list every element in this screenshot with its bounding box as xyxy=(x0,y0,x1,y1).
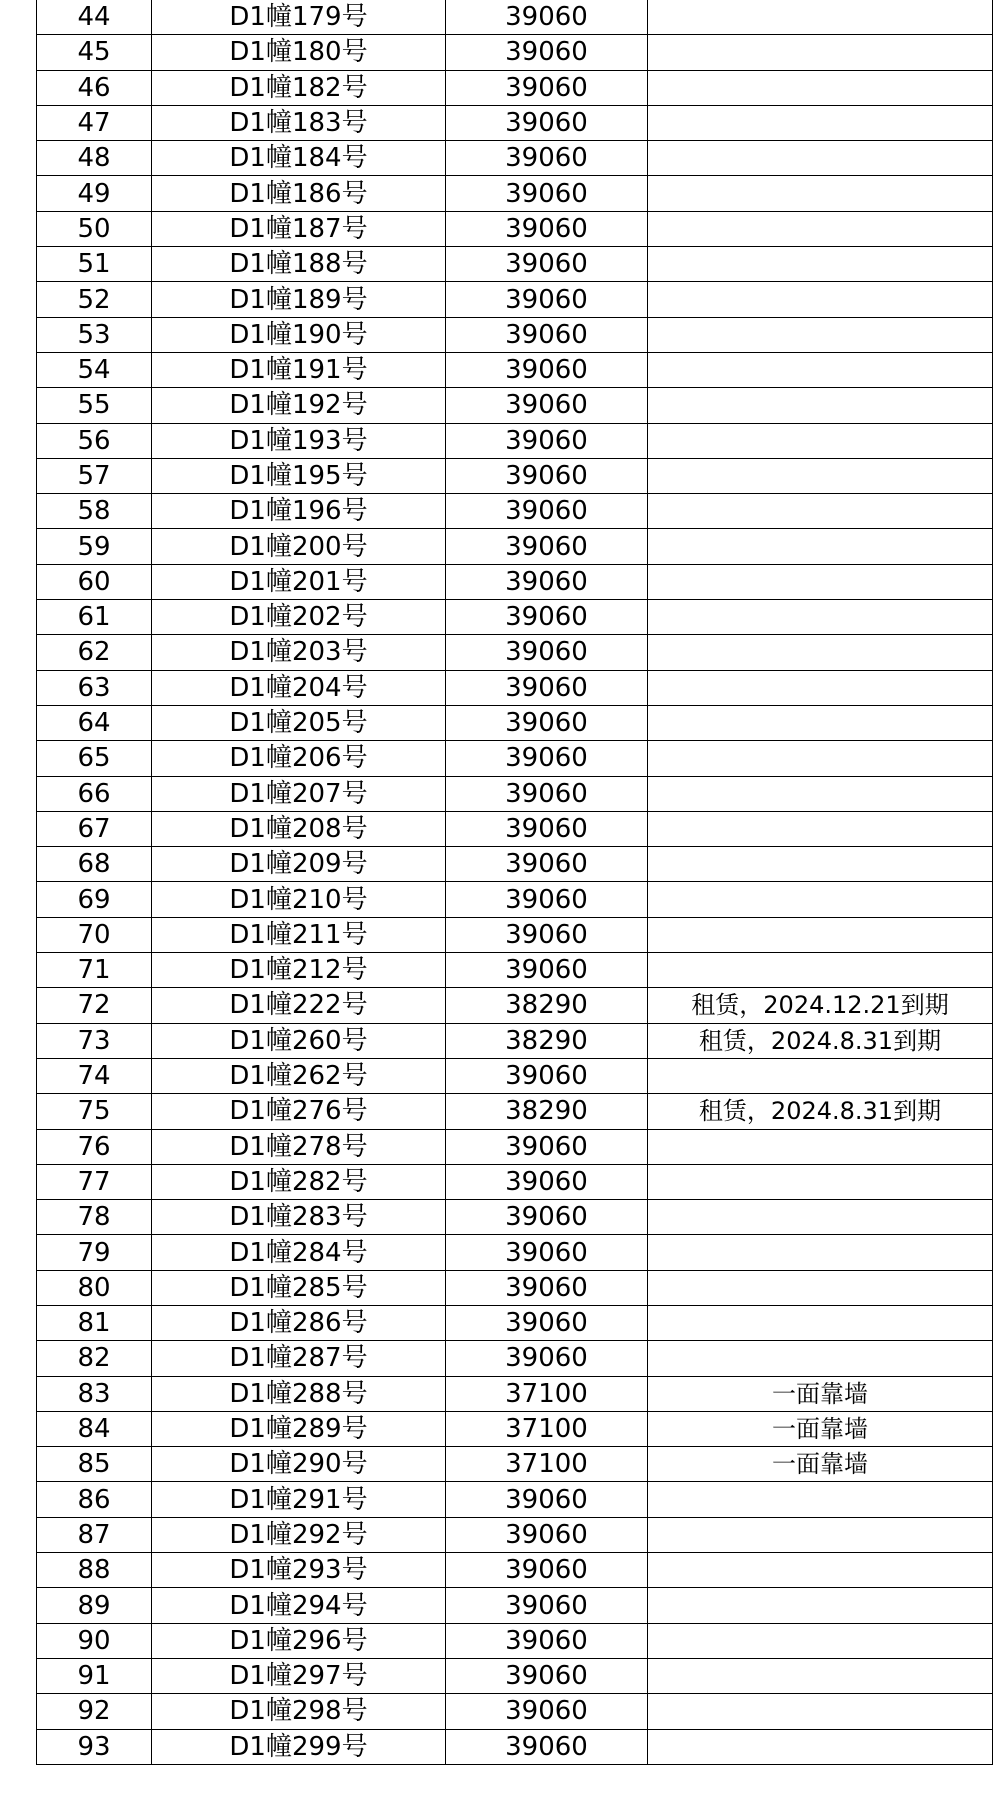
table-row xyxy=(37,105,993,140)
price-cell: 38290 xyxy=(446,988,648,1023)
row-number-cell: 81 xyxy=(37,1305,152,1340)
row-number-cell: 91 xyxy=(37,1658,152,1693)
row-number-cell: 83 xyxy=(37,1376,152,1411)
row-number-cell: 47 xyxy=(37,105,152,140)
price-cell: 39060 xyxy=(446,1341,648,1376)
table-row xyxy=(37,1411,993,1446)
remark-cell xyxy=(648,953,993,988)
remark-cell xyxy=(648,35,993,70)
table-row xyxy=(37,0,993,35)
row-number-cell: 80 xyxy=(37,1270,152,1305)
unit-name-cell: D1幢206号 xyxy=(152,741,446,776)
remark-cell xyxy=(648,1588,993,1623)
row-number-cell: 46 xyxy=(37,70,152,105)
table-body xyxy=(37,0,993,1764)
row-number-cell: 76 xyxy=(37,1129,152,1164)
row-number-cell: 75 xyxy=(37,1094,152,1129)
unit-name-cell: D1幢294号 xyxy=(152,1588,446,1623)
remark-cell xyxy=(648,317,993,352)
unit-name-cell: D1幢183号 xyxy=(152,105,446,140)
remark-cell xyxy=(648,529,993,564)
unit-name-cell: D1幢210号 xyxy=(152,882,446,917)
remark-cell xyxy=(648,705,993,740)
remark-cell xyxy=(648,247,993,282)
unit-name-cell: D1幢296号 xyxy=(152,1623,446,1658)
remark-cell xyxy=(648,458,993,493)
remark-cell xyxy=(648,1270,993,1305)
price-cell: 39060 xyxy=(446,705,648,740)
unit-name-cell: D1幢204号 xyxy=(152,670,446,705)
row-number-cell: 84 xyxy=(37,1411,152,1446)
row-number-cell: 55 xyxy=(37,388,152,423)
unit-name-cell: D1幢186号 xyxy=(152,176,446,211)
price-cell: 39060 xyxy=(446,1588,648,1623)
remark-cell xyxy=(648,1553,993,1588)
row-number-cell: 69 xyxy=(37,882,152,917)
table-row xyxy=(37,988,993,1023)
remark-cell xyxy=(648,776,993,811)
remark-cell xyxy=(648,105,993,140)
remark-cell xyxy=(648,211,993,246)
table-row xyxy=(37,1553,993,1588)
remark-cell xyxy=(648,1200,993,1235)
table-row xyxy=(37,458,993,493)
remark-cell xyxy=(648,564,993,599)
unit-name-cell: D1幢192号 xyxy=(152,388,446,423)
row-number-cell: 48 xyxy=(37,141,152,176)
table-row xyxy=(37,1694,993,1729)
row-number-cell: 49 xyxy=(37,176,152,211)
table-row xyxy=(37,1129,993,1164)
unit-name-cell: D1幢188号 xyxy=(152,247,446,282)
row-number-cell: 44 xyxy=(37,0,152,35)
unit-name-cell: D1幢298号 xyxy=(152,1694,446,1729)
table-row xyxy=(37,317,993,352)
price-cell: 39060 xyxy=(446,1058,648,1093)
remark-cell xyxy=(648,141,993,176)
remark-cell xyxy=(648,282,993,317)
remark-cell xyxy=(648,741,993,776)
unit-name-cell: D1幢202号 xyxy=(152,600,446,635)
row-number-cell: 88 xyxy=(37,1553,152,1588)
table-row xyxy=(37,1058,993,1093)
price-cell: 39060 xyxy=(446,600,648,635)
row-number-cell: 67 xyxy=(37,811,152,846)
unit-name-cell: D1幢191号 xyxy=(152,352,446,387)
price-cell: 39060 xyxy=(446,1658,648,1693)
table-row xyxy=(37,1447,993,1482)
unit-name-cell: D1幢180号 xyxy=(152,35,446,70)
remark-cell xyxy=(648,670,993,705)
price-cell: 39060 xyxy=(446,635,648,670)
row-number-cell: 79 xyxy=(37,1235,152,1270)
row-number-cell: 77 xyxy=(37,1164,152,1199)
unit-name-cell: D1幢292号 xyxy=(152,1517,446,1552)
price-cell: 39060 xyxy=(446,458,648,493)
row-number-cell: 73 xyxy=(37,1023,152,1058)
unit-name-cell: D1幢205号 xyxy=(152,705,446,740)
table-row xyxy=(37,1270,993,1305)
remark-cell xyxy=(648,1235,993,1270)
table-row xyxy=(37,635,993,670)
table-row xyxy=(37,564,993,599)
unit-name-cell: D1幢208号 xyxy=(152,811,446,846)
price-cell: 39060 xyxy=(446,1623,648,1658)
unit-name-cell: D1幢282号 xyxy=(152,1164,446,1199)
table-row xyxy=(37,1729,993,1764)
unit-name-cell: D1幢285号 xyxy=(152,1270,446,1305)
table-row xyxy=(37,600,993,635)
table-row xyxy=(37,1200,993,1235)
unit-name-cell: D1幢190号 xyxy=(152,317,446,352)
remark-cell xyxy=(648,0,993,35)
table-row xyxy=(37,1588,993,1623)
row-number-cell: 60 xyxy=(37,564,152,599)
price-cell: 39060 xyxy=(446,423,648,458)
unit-name-cell: D1幢289号 xyxy=(152,1411,446,1446)
remark-cell xyxy=(648,1129,993,1164)
price-cell: 39060 xyxy=(446,388,648,423)
remark-cell xyxy=(648,1341,993,1376)
table-row xyxy=(37,388,993,423)
table-row xyxy=(37,670,993,705)
remark-cell: 租赁，2024.8.31到期 xyxy=(648,1023,993,1058)
price-cell: 39060 xyxy=(446,1305,648,1340)
unit-name-cell: D1幢201号 xyxy=(152,564,446,599)
table-row xyxy=(37,282,993,317)
remark-cell xyxy=(648,176,993,211)
row-number-cell: 74 xyxy=(37,1058,152,1093)
price-cell: 39060 xyxy=(446,670,648,705)
unit-name-cell: D1幢207号 xyxy=(152,776,446,811)
price-cell: 39060 xyxy=(446,917,648,952)
row-number-cell: 90 xyxy=(37,1623,152,1658)
unit-name-cell: D1幢211号 xyxy=(152,917,446,952)
unit-name-cell: D1幢187号 xyxy=(152,211,446,246)
unit-name-cell: D1幢290号 xyxy=(152,1447,446,1482)
table-row xyxy=(37,35,993,70)
row-number-cell: 65 xyxy=(37,741,152,776)
unit-name-cell: D1幢299号 xyxy=(152,1729,446,1764)
remark-cell xyxy=(648,811,993,846)
remark-cell: 一面靠墙 xyxy=(648,1376,993,1411)
row-number-cell: 86 xyxy=(37,1482,152,1517)
table-row xyxy=(37,882,993,917)
remark-cell xyxy=(648,423,993,458)
remark-cell xyxy=(648,1164,993,1199)
row-number-cell: 61 xyxy=(37,600,152,635)
price-cell: 39060 xyxy=(446,1517,648,1552)
remark-cell xyxy=(648,1058,993,1093)
price-cell: 39060 xyxy=(446,847,648,882)
table-row xyxy=(37,1482,993,1517)
price-cell: 39060 xyxy=(446,1694,648,1729)
price-cell: 38290 xyxy=(446,1094,648,1129)
price-cell: 39060 xyxy=(446,176,648,211)
unit-name-cell: D1幢288号 xyxy=(152,1376,446,1411)
row-number-cell: 53 xyxy=(37,317,152,352)
table-row xyxy=(37,1305,993,1340)
unit-name-cell: D1幢262号 xyxy=(152,1058,446,1093)
remark-cell xyxy=(648,352,993,387)
price-cell: 38290 xyxy=(446,1023,648,1058)
unit-name-cell: D1幢293号 xyxy=(152,1553,446,1588)
table-row xyxy=(37,776,993,811)
row-number-cell: 78 xyxy=(37,1200,152,1235)
price-cell: 39060 xyxy=(446,105,648,140)
price-cell: 37100 xyxy=(446,1411,648,1446)
price-cell: 39060 xyxy=(446,352,648,387)
row-number-cell: 68 xyxy=(37,847,152,882)
row-number-cell: 62 xyxy=(37,635,152,670)
price-cell: 39060 xyxy=(446,282,648,317)
unit-name-cell: D1幢278号 xyxy=(152,1129,446,1164)
price-cell: 37100 xyxy=(446,1447,648,1482)
table-row xyxy=(37,1658,993,1693)
row-number-cell: 51 xyxy=(37,247,152,282)
row-number-cell: 72 xyxy=(37,988,152,1023)
price-cell: 39060 xyxy=(446,317,648,352)
remark-cell xyxy=(648,635,993,670)
unit-name-cell: D1幢283号 xyxy=(152,1200,446,1235)
price-cell: 39060 xyxy=(446,35,648,70)
price-cell: 39060 xyxy=(446,1729,648,1764)
remark-cell: 租赁，2024.8.31到期 xyxy=(648,1094,993,1129)
row-number-cell: 82 xyxy=(37,1341,152,1376)
remark-cell xyxy=(648,70,993,105)
row-number-cell: 70 xyxy=(37,917,152,952)
price-cell: 39060 xyxy=(446,882,648,917)
unit-name-cell: D1幢200号 xyxy=(152,529,446,564)
price-cell: 39060 xyxy=(446,211,648,246)
row-number-cell: 85 xyxy=(37,1447,152,1482)
row-number-cell: 50 xyxy=(37,211,152,246)
unit-name-cell: D1幢179号 xyxy=(152,0,446,35)
price-cell: 39060 xyxy=(446,1200,648,1235)
row-number-cell: 57 xyxy=(37,458,152,493)
remark-cell: 一面靠墙 xyxy=(648,1447,993,1482)
table-row xyxy=(37,917,993,952)
price-cell: 39060 xyxy=(446,70,648,105)
unit-name-cell: D1幢196号 xyxy=(152,494,446,529)
table-row xyxy=(37,811,993,846)
price-cell: 39060 xyxy=(446,141,648,176)
unit-name-cell: D1幢286号 xyxy=(152,1305,446,1340)
price-cell: 39060 xyxy=(446,1129,648,1164)
remark-cell xyxy=(648,1694,993,1729)
unit-name-cell: D1幢276号 xyxy=(152,1094,446,1129)
row-number-cell: 92 xyxy=(37,1694,152,1729)
unit-name-cell: D1幢203号 xyxy=(152,635,446,670)
table-row xyxy=(37,1341,993,1376)
remark-cell xyxy=(648,494,993,529)
remark-cell: 租赁，2024.12.21到期 xyxy=(648,988,993,1023)
unit-name-cell: D1幢287号 xyxy=(152,1341,446,1376)
remark-cell xyxy=(648,917,993,952)
remark-cell xyxy=(648,600,993,635)
unit-name-cell: D1幢212号 xyxy=(152,953,446,988)
price-cell: 39060 xyxy=(446,564,648,599)
row-number-cell: 89 xyxy=(37,1588,152,1623)
row-number-cell: 63 xyxy=(37,670,152,705)
unit-name-cell: D1幢291号 xyxy=(152,1482,446,1517)
table-row xyxy=(37,705,993,740)
parking-price-table xyxy=(36,0,993,1765)
table-row xyxy=(37,847,993,882)
price-cell: 39060 xyxy=(446,776,648,811)
row-number-cell: 71 xyxy=(37,953,152,988)
price-cell: 39060 xyxy=(446,1235,648,1270)
remark-cell xyxy=(648,1729,993,1764)
row-number-cell: 54 xyxy=(37,352,152,387)
price-cell: 39060 xyxy=(446,0,648,35)
remark-cell: 一面靠墙 xyxy=(648,1411,993,1446)
remark-cell xyxy=(648,1623,993,1658)
unit-name-cell: D1幢189号 xyxy=(152,282,446,317)
remark-cell xyxy=(648,1305,993,1340)
remark-cell xyxy=(648,847,993,882)
table-row xyxy=(37,1623,993,1658)
unit-name-cell: D1幢284号 xyxy=(152,1235,446,1270)
table-row xyxy=(37,176,993,211)
table-row xyxy=(37,953,993,988)
row-number-cell: 64 xyxy=(37,705,152,740)
price-cell: 39060 xyxy=(446,1482,648,1517)
price-cell: 39060 xyxy=(446,741,648,776)
price-cell: 39060 xyxy=(446,1553,648,1588)
table-row xyxy=(37,423,993,458)
price-cell: 39060 xyxy=(446,1270,648,1305)
table-row xyxy=(37,247,993,282)
remark-cell xyxy=(648,1517,993,1552)
remark-cell xyxy=(648,882,993,917)
price-cell: 39060 xyxy=(446,1164,648,1199)
table-row xyxy=(37,1235,993,1270)
price-cell: 39060 xyxy=(446,811,648,846)
price-cell: 39060 xyxy=(446,247,648,282)
table-row xyxy=(37,70,993,105)
unit-name-cell: D1幢260号 xyxy=(152,1023,446,1058)
table-row xyxy=(37,494,993,529)
remark-cell xyxy=(648,1658,993,1693)
table-row xyxy=(37,529,993,564)
row-number-cell: 93 xyxy=(37,1729,152,1764)
unit-name-cell: D1幢182号 xyxy=(152,70,446,105)
row-number-cell: 59 xyxy=(37,529,152,564)
unit-name-cell: D1幢184号 xyxy=(152,141,446,176)
price-cell: 39060 xyxy=(446,953,648,988)
table-row xyxy=(37,1517,993,1552)
remark-cell xyxy=(648,1482,993,1517)
unit-name-cell: D1幢222号 xyxy=(152,988,446,1023)
table-row xyxy=(37,741,993,776)
row-number-cell: 66 xyxy=(37,776,152,811)
table-row xyxy=(37,141,993,176)
spreadsheet-page xyxy=(36,0,992,1765)
row-number-cell: 45 xyxy=(37,35,152,70)
price-cell: 37100 xyxy=(446,1376,648,1411)
table-row xyxy=(37,1376,993,1411)
table-row xyxy=(37,1164,993,1199)
unit-name-cell: D1幢193号 xyxy=(152,423,446,458)
unit-name-cell: D1幢209号 xyxy=(152,847,446,882)
price-cell: 39060 xyxy=(446,494,648,529)
table-row xyxy=(37,1094,993,1129)
price-cell: 39060 xyxy=(446,529,648,564)
unit-name-cell: D1幢195号 xyxy=(152,458,446,493)
row-number-cell: 56 xyxy=(37,423,152,458)
remark-cell xyxy=(648,388,993,423)
table-row xyxy=(37,211,993,246)
table-row xyxy=(37,1023,993,1058)
row-number-cell: 58 xyxy=(37,494,152,529)
unit-name-cell: D1幢297号 xyxy=(152,1658,446,1693)
row-number-cell: 87 xyxy=(37,1517,152,1552)
row-number-cell: 52 xyxy=(37,282,152,317)
table-row xyxy=(37,352,993,387)
